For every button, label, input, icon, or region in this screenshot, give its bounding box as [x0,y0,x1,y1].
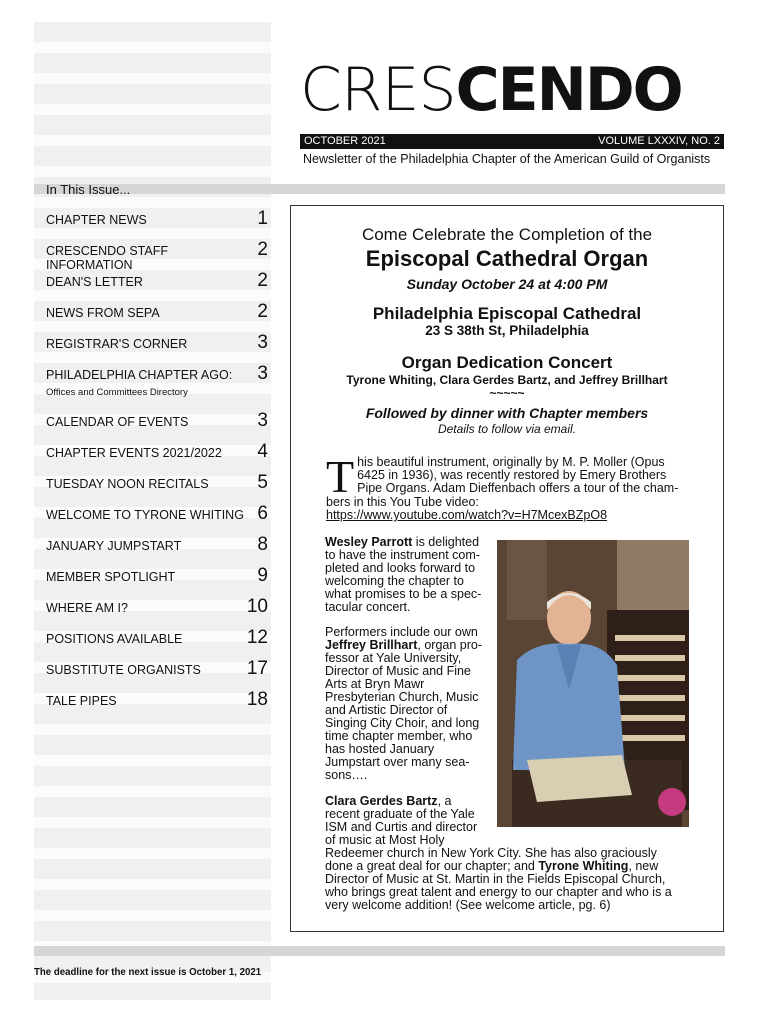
details-note: Details to follow via email. [437,422,577,436]
wesley-name: Wesley Parrott [325,535,413,549]
performers-paragraph: Performers include our own Jeffrey Brillhart, organ pro- fessor at Yale University, Director of Music and Fine Arts at Bryn Mawr Presbyterian Church, Music and Artistic Director of Singing City Choir, and long time chapter member, who has hosted January Jumpstart over many sea- sons…. [325,625,483,782]
volume-number: VOLUME LXXXIV, NO. 2 [598,135,720,147]
wesley-paragraph: Wesley Parrott is delighted to have the instrument com- pleted and looks forward to welcoming the chapter to what promises to be a spec- tacular concert. [325,535,482,614]
drop-cap: T [326,451,355,502]
performer-list: Tyrone Whiting, Clara Gerdes Bartz, and Jeffrey Brillhart [346,373,668,387]
event-date: Sunday October 24 at 4:00 PM [406,276,608,292]
intro-paragraph: T his beautiful instrument, originally by M. P. Moller (Opus 6425 in 1936), was recently restored by Emery Brothers Pipe Organs. Adam Dieffenbach offers a tour of the cham- bers in this You Tube video: https://www.youtube.com/watch?v=H7McexBZpO8 [326,451,679,522]
toc-item[interactable]: CHAPTER EVENTS 2021/2022 4 [46,441,268,462]
toc-item[interactable]: TALE PIPES 18 [46,689,268,710]
toc-item[interactable]: PHILADELPHIA CHAPTER AGO: 3 [46,363,268,384]
toc-item[interactable]: CALENDAR OF EVENTS 3 [46,410,268,431]
tilde-separator: ~~~~~ [489,386,525,400]
youtube-link[interactable]: https://www.youtube.com/watch?v=H7McexBZpO8 [326,508,608,522]
newsletter-title: CRESCENDO [300,55,682,125]
tyrone-name: Tyrone Whiting [538,859,629,873]
newsletter-subtitle: Newsletter of the Philadelphia Chapter of the American Guild of Organists [303,152,711,166]
toc-item[interactable]: SUBSTITUTE ORGANISTS 17 [46,658,268,679]
article-headline: Episcopal Cathedral Organ [365,246,649,271]
organist-photo [497,540,689,827]
toc-item[interactable]: TUESDAY NOON RECITALS 5 [46,472,268,493]
closing-paragraph: Redeemer church in New York City. She has also graciously done a great deal for our chapter; and Tyrone Whiting, new Director of Music at St. Martin in the Fields Episcopal Church, who brings great talent and energy to our chapter and who is a very welcome addition! (See welcome article, pg. 6) [325,846,672,912]
deadline-note: The deadline for the next issue is October 1, 2021 [34,966,262,978]
toc-item[interactable]: WELCOME TO TYRONE WHITING 6 [46,503,268,524]
toc-item[interactable]: CRESCENDO STAFF INFORMATION 2 [46,239,268,272]
dinner-note: Followed by dinner with Chapter members [365,405,649,421]
toc-item[interactable]: MEMBER SPOTLIGHT 9 [46,565,268,586]
toc-item[interactable]: POSITIONS AVAILABLE 12 [46,627,268,648]
clara-paragraph: Clara Gerdes Bartz, a recent graduate of the Yale ISM and Curtis and director of music at Most Holy [325,794,478,847]
toc-item[interactable]: REGISTRAR'S CORNER 3 [46,332,268,353]
concert-title: Organ Dedication Concert [401,353,613,372]
volume-bar [300,134,724,149]
toc-item[interactable]: NEWS FROM SEPA 2 [46,301,268,322]
clara-name: Clara Gerdes Bartz [325,794,438,808]
toc-item[interactable]: WHERE AM I? 10 [46,596,268,617]
toc-item[interactable]: DEAN'S LETTER 2 [46,270,268,291]
toc-heading: In This Issue... [46,182,131,197]
jeff-name: Jeffrey Brillhart [325,638,418,652]
organist-photo-illustration [497,540,689,827]
divider-bar [34,184,725,194]
masthead [300,52,724,125]
article-kicker: Come Celebrate the Completion of the [361,225,653,244]
toc-subnote: Offices and Committees Directory [46,387,188,398]
venue-name: Philadelphia Episcopal Cathedral [372,304,642,323]
toc-item[interactable]: JANUARY JUMPSTART 8 [46,534,268,555]
issue-date: OCTOBER 2021 [304,135,386,147]
toc-item[interactable]: CHAPTER NEWS 1 [46,208,268,229]
footer-divider [34,946,725,956]
venue-address: 23 S 38th St, Philadelphia [425,323,589,338]
